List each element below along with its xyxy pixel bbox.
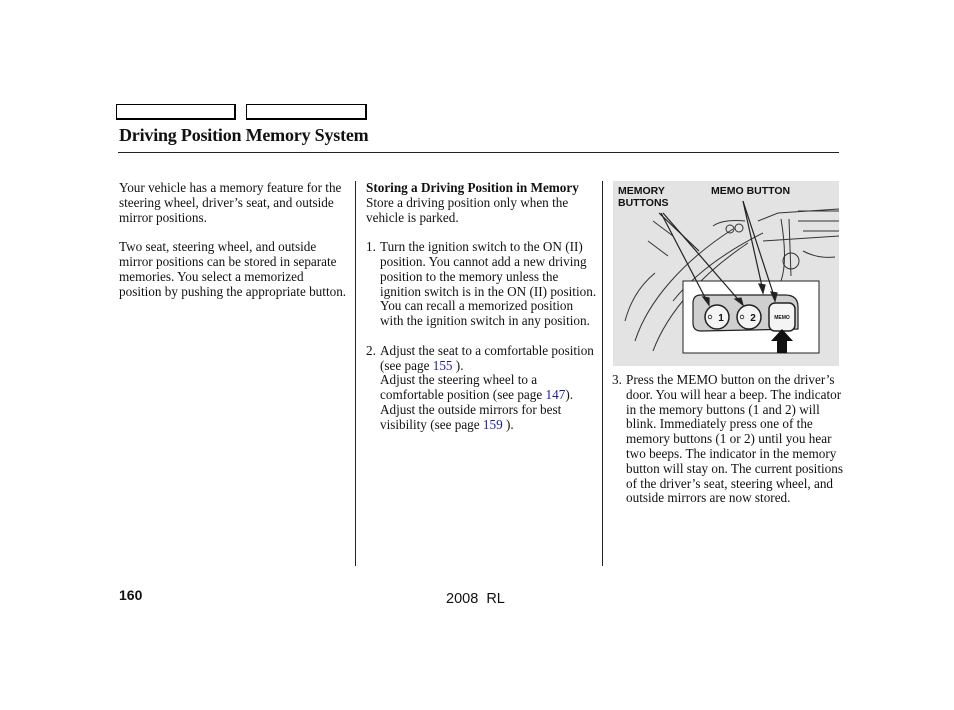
step-3-number: 3. (612, 372, 622, 387)
intro-paragraph-2: Two seat, steering wheel, and outside mirror positions can be stored in separate memories. You select a memorized position by pushing the appropriate button. (119, 239, 347, 299)
step-3 (612, 373, 844, 506)
section-intro: Store a driving position only when the vehicle is parked. (366, 194, 569, 225)
page-link-147[interactable]: 147 (545, 387, 566, 403)
column-divider-2 (602, 181, 603, 566)
column-intro (119, 181, 347, 299)
title-rule (118, 152, 839, 153)
button-2-label: 2 (750, 313, 756, 324)
memo-button-caption: MEMO BUTTON (711, 185, 791, 197)
page-title: Driving Position Memory System (119, 125, 369, 145)
step-1-text: Turn the ignition switch to the ON (II) position. You cannot add a new driving position to the memory unless the ignition switch is in the ON (II) position. You can recall a memorized position with the ignition switch in any position. (380, 239, 597, 329)
memory-buttons-illustration (613, 181, 839, 366)
column-steps (366, 181, 598, 433)
column-divider-1 (355, 181, 356, 566)
step-2 (366, 344, 598, 433)
button-1-label: 1 (718, 313, 724, 324)
step-2-number: 2. (366, 342, 376, 358)
step-2-seat: Adjust the seat to a comfortable position (see page 155 ). (380, 342, 594, 373)
intro-paragraph-1: Your vehicle has a memory feature for the steering wheel, driver’s seat, and outside mirror positions. (119, 180, 342, 225)
step-3-text: Press the MEMO button on the driver’s door. You will hear a beep. The indicator in the memory buttons (1 and 2) will blink. Immediately press one of the memory buttons (1 or 2) until you hear two beeps. The indicator in the memory button will stay on. The current positions of the driver’s seat, steering wheel, and outside mirrors are now stored. (626, 372, 843, 506)
page-number: 160 (119, 587, 143, 603)
nav-tab-2[interactable] (246, 104, 367, 120)
page-link-159[interactable]: 159 (482, 416, 503, 432)
model-name: 2008 RL (446, 591, 505, 607)
nav-tab-1[interactable] (116, 104, 236, 120)
column-step3 (612, 373, 844, 506)
page-link-155[interactable]: 155 (432, 357, 453, 373)
memory-buttons-label: MEMORY BUTTONS (618, 185, 669, 209)
step-2-mirrors: Adjust the outside mirrors for best visibility (see page 159 ). (380, 401, 562, 432)
step-2-steering: Adjust the steering wheel to a comfortable position (see page 147). (380, 372, 574, 403)
section-subheading: Storing a Driving Position in Memory (366, 180, 579, 195)
step-1 (366, 240, 598, 329)
step-1-number: 1. (366, 239, 376, 255)
memo-button-label: MEMO (774, 315, 790, 321)
